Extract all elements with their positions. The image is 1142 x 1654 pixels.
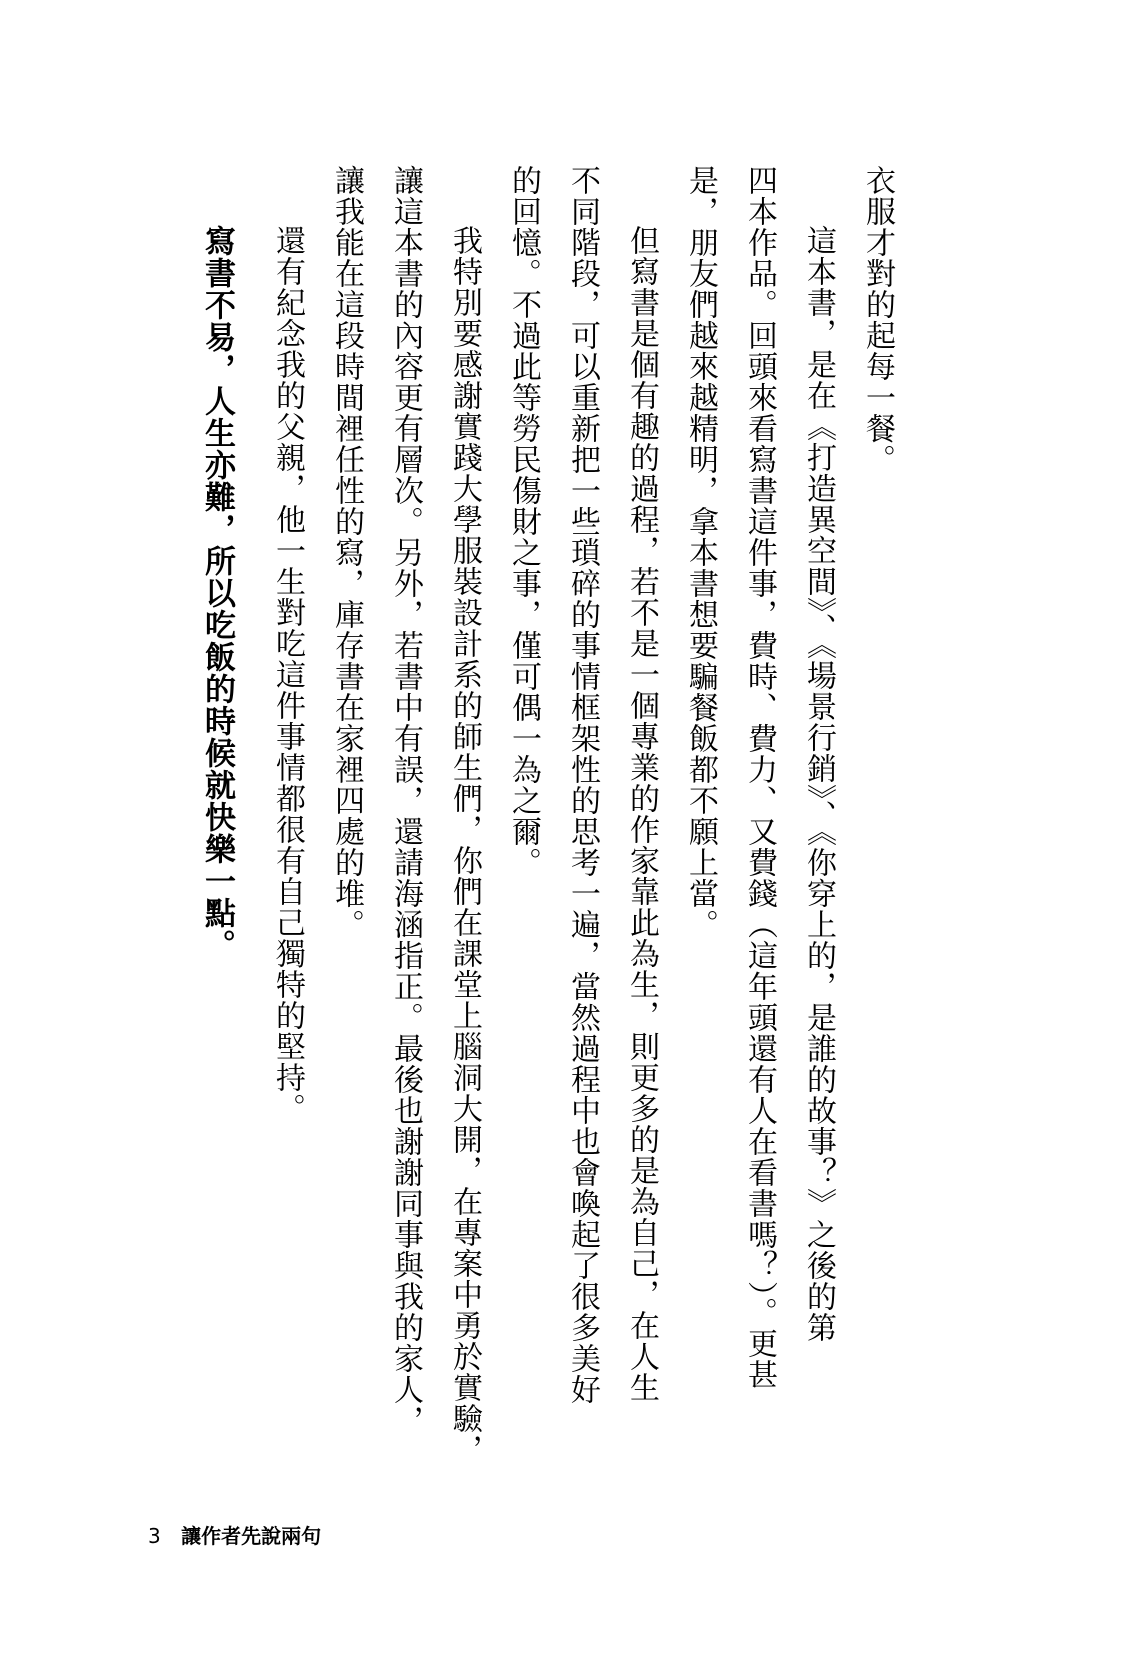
page-footer [148, 1520, 321, 1549]
text-column-6: 不同階段，可以重新把一些瑣碎的事情框架性的思考一遍，當然過程中也會喚起了很多美好 [565, 165, 600, 1405]
text-column-4: 是，朋友們越來越精明，拿本書想要騙餐飯都不願上當。 [683, 165, 718, 940]
text-column-11: 還有紀念我的父親，他一生對吃這件事情都很有自己獨特的堅持。 [270, 225, 305, 1124]
running-head: 讓作者先說兩句 [181, 1524, 322, 1548]
text-column-8: 我特別要感謝實踐大學服裝設計系的師生們，你們在課堂上腦洞大開，在專案中勇於實驗， [447, 225, 482, 1465]
page-number: 3 [148, 1524, 161, 1548]
text-column-2: 這本書，是在《打造異空間》、《場景行銷》、《你穿上的，是誰的故事？》之後的第 [801, 225, 836, 1343]
text-column-1: 衣服才對的起每一餐。 [860, 165, 895, 475]
text-column-10: 讓我能在這段時間裡任性的寫，庫存書在家裡四處的堆。 [329, 165, 364, 940]
text-column-5: 但寫書是個有趣的過程，若不是一個專業的作家靠此為生，則更多的是為自己，在人生 [624, 225, 659, 1403]
vertical-text-block [187, 165, 907, 1465]
text-column-7: 的回憶。不過此等勞民傷財之事，僅可偶一為之爾。 [506, 165, 541, 878]
closing-statement: 寫書不易，人生亦難，所以吃飯的時候就快樂一點。 [199, 225, 235, 961]
text-column-9: 讓這本書的內容更有層次。另外，若書中有誤，還請海涵指正。最後也謝謝同事與我的家人， [388, 165, 423, 1436]
text-column-3: 四本作品。回頭來看寫書這件事，費時、費力、又費錢（這年頭還有人在看書嗎？）。更甚 [742, 165, 777, 1390]
